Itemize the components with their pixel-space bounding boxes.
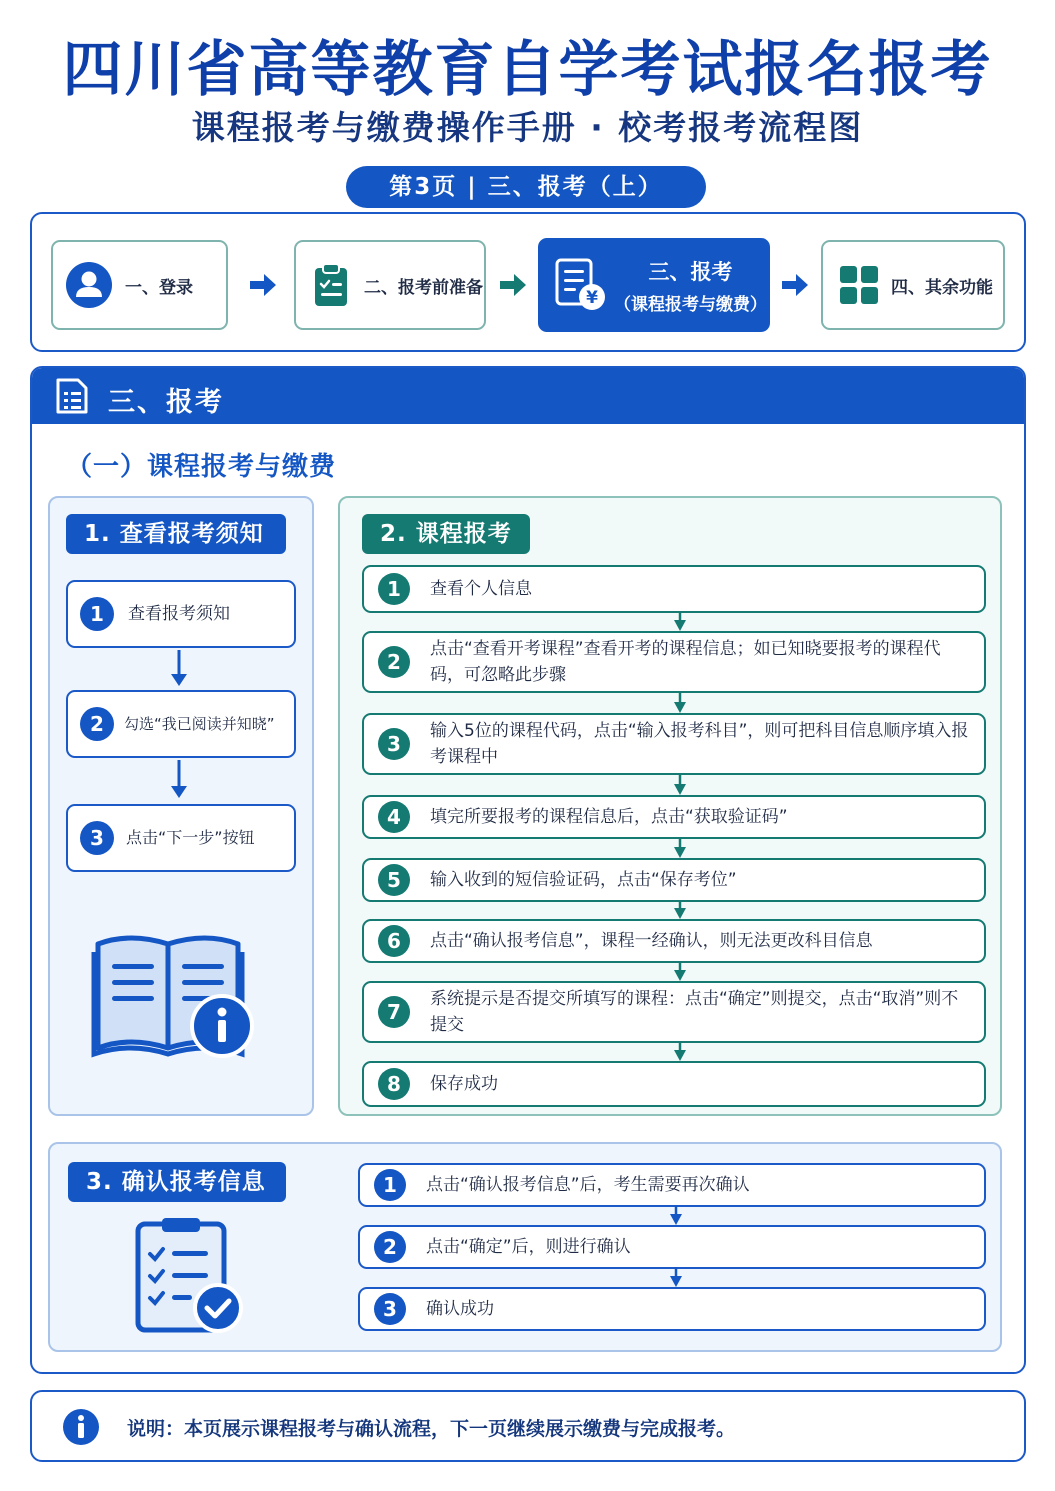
step-number: 7	[378, 996, 410, 1028]
checklist-icon	[134, 1216, 244, 1336]
step-number: 5	[378, 864, 410, 896]
page-label-badge: 第3页 | 三、报考（上）	[346, 166, 706, 208]
grid-icon	[839, 265, 879, 305]
section-subheading: （一）课程报考与缴费	[66, 452, 337, 482]
panel-tag: 3. 确认报考信息	[68, 1162, 286, 1202]
note-text: 说明：本页展示课程报考与确认流程，下一页继续展示缴费与完成报考。	[127, 1418, 736, 1440]
panel2-step-8	[362, 1061, 986, 1107]
step-text: 点击“下一步”按钮	[126, 828, 255, 847]
arrow-down-icon	[671, 691, 689, 715]
step-text: 保存成功	[430, 1074, 498, 1094]
step-number: 4	[378, 801, 410, 833]
step-number: 2	[80, 707, 114, 741]
step-number: 3	[378, 728, 410, 760]
book-info-icon	[90, 930, 260, 1060]
page-title: 四川省高等教育自学考试报名报考	[62, 35, 993, 105]
step-text: 勾选“我已阅读并知晓”	[124, 715, 275, 733]
step-text: 填完所要报考的课程信息后，点击“获取验证码”	[430, 807, 788, 827]
step-number: 6	[378, 925, 410, 957]
panel2-step-1	[362, 565, 986, 613]
nav-step-other-functions[interactable]	[821, 240, 1005, 330]
step-text: 查看报考须知	[128, 604, 230, 624]
step-number: 1	[80, 597, 114, 631]
panel-tag: 1. 查看报考须知	[66, 514, 286, 554]
arrow-down-icon	[671, 611, 689, 633]
step-text: 点击“确认报考信息”，课程一经确认，则无法更改科目信息	[430, 931, 873, 951]
step-text: 系统提示是否提交所填写的课程：点击“确定”则提交，点击“取消”则不提交	[430, 989, 959, 1035]
note-box	[30, 1390, 1026, 1462]
panel3-step-2	[358, 1225, 986, 1269]
notice-step-1	[66, 580, 296, 648]
step-text: 确认成功	[426, 1299, 494, 1319]
panel2-step-7	[362, 981, 986, 1043]
step-text: 点击“确认报考信息”后，考生需要再次确认	[426, 1175, 750, 1195]
step-text: 查看个人信息	[430, 579, 532, 599]
arrow-down-icon	[671, 961, 689, 983]
step-number: 3	[374, 1293, 406, 1325]
step-text: 点击“查看开考课程”查看开考的课程信息；如已知晓要报考的课程代码，可忽略此步骤	[430, 639, 941, 685]
step-text: 输入收到的短信验证码，点击“保存考位”	[430, 870, 737, 890]
nav-step-label: 四、其余功能	[891, 277, 993, 298]
step-number: 3	[80, 821, 114, 855]
nav-step-registration-active[interactable]	[538, 238, 770, 332]
nav-step-label: 三、报考	[648, 259, 733, 284]
nav-step-label: 二、报考前准备	[364, 277, 483, 298]
arrow-right-icon	[780, 272, 810, 298]
arrow-down-icon	[671, 1041, 689, 1063]
arrow-down-icon	[667, 1205, 685, 1227]
nav-step-preparation[interactable]	[294, 240, 486, 330]
notice-step-2	[66, 690, 296, 758]
arrow-down-icon	[168, 758, 190, 802]
panel2-step-2	[362, 631, 986, 693]
arrow-down-icon	[671, 837, 689, 860]
panel2-step-6	[362, 919, 986, 963]
panel-read-notice	[48, 496, 314, 1116]
step-number: 2	[374, 1231, 406, 1263]
document-icon	[54, 376, 90, 416]
page-subtitle: 课程报考与缴费操作手册 · 校考报考流程图	[191, 108, 864, 147]
panel2-step-4	[362, 795, 986, 839]
panel3-step-3	[358, 1287, 986, 1331]
nav-step-login[interactable]	[51, 240, 228, 330]
step-number: 2	[378, 646, 410, 678]
svg-text:¥: ¥	[586, 288, 598, 308]
arrow-down-icon	[671, 773, 689, 797]
arrow-down-icon	[671, 900, 689, 921]
panel2-step-5	[362, 858, 986, 902]
nav-step-label: 一、登录	[125, 277, 193, 298]
nav-step-sublabel: （课程报考与缴费）	[614, 294, 767, 315]
panel-tag: 2. 课程报考	[362, 514, 530, 554]
process-nav	[30, 212, 1026, 352]
step-text: 输入5位的课程代码，点击“输入报考科目”，则可把科目信息顺序填入报考课程中	[430, 721, 969, 767]
invoice-yen-icon	[554, 257, 608, 313]
clipboard-icon	[310, 262, 352, 308]
step-text: 点击“确定”后，则进行确认	[426, 1237, 631, 1257]
step-number: 1	[374, 1169, 406, 1201]
step-number: 1	[378, 573, 410, 605]
section-title: 三、报考	[108, 387, 224, 418]
notice-step-3	[66, 804, 296, 872]
user-icon	[65, 261, 113, 309]
section-header	[32, 368, 1024, 424]
arrow-right-icon	[248, 272, 278, 298]
step-number: 8	[378, 1068, 410, 1100]
arrow-down-icon	[667, 1267, 685, 1289]
arrow-right-icon	[498, 272, 528, 298]
panel2-step-3	[362, 713, 986, 775]
panel3-step-1	[358, 1163, 986, 1207]
info-icon	[62, 1408, 100, 1446]
arrow-down-icon	[168, 648, 190, 690]
